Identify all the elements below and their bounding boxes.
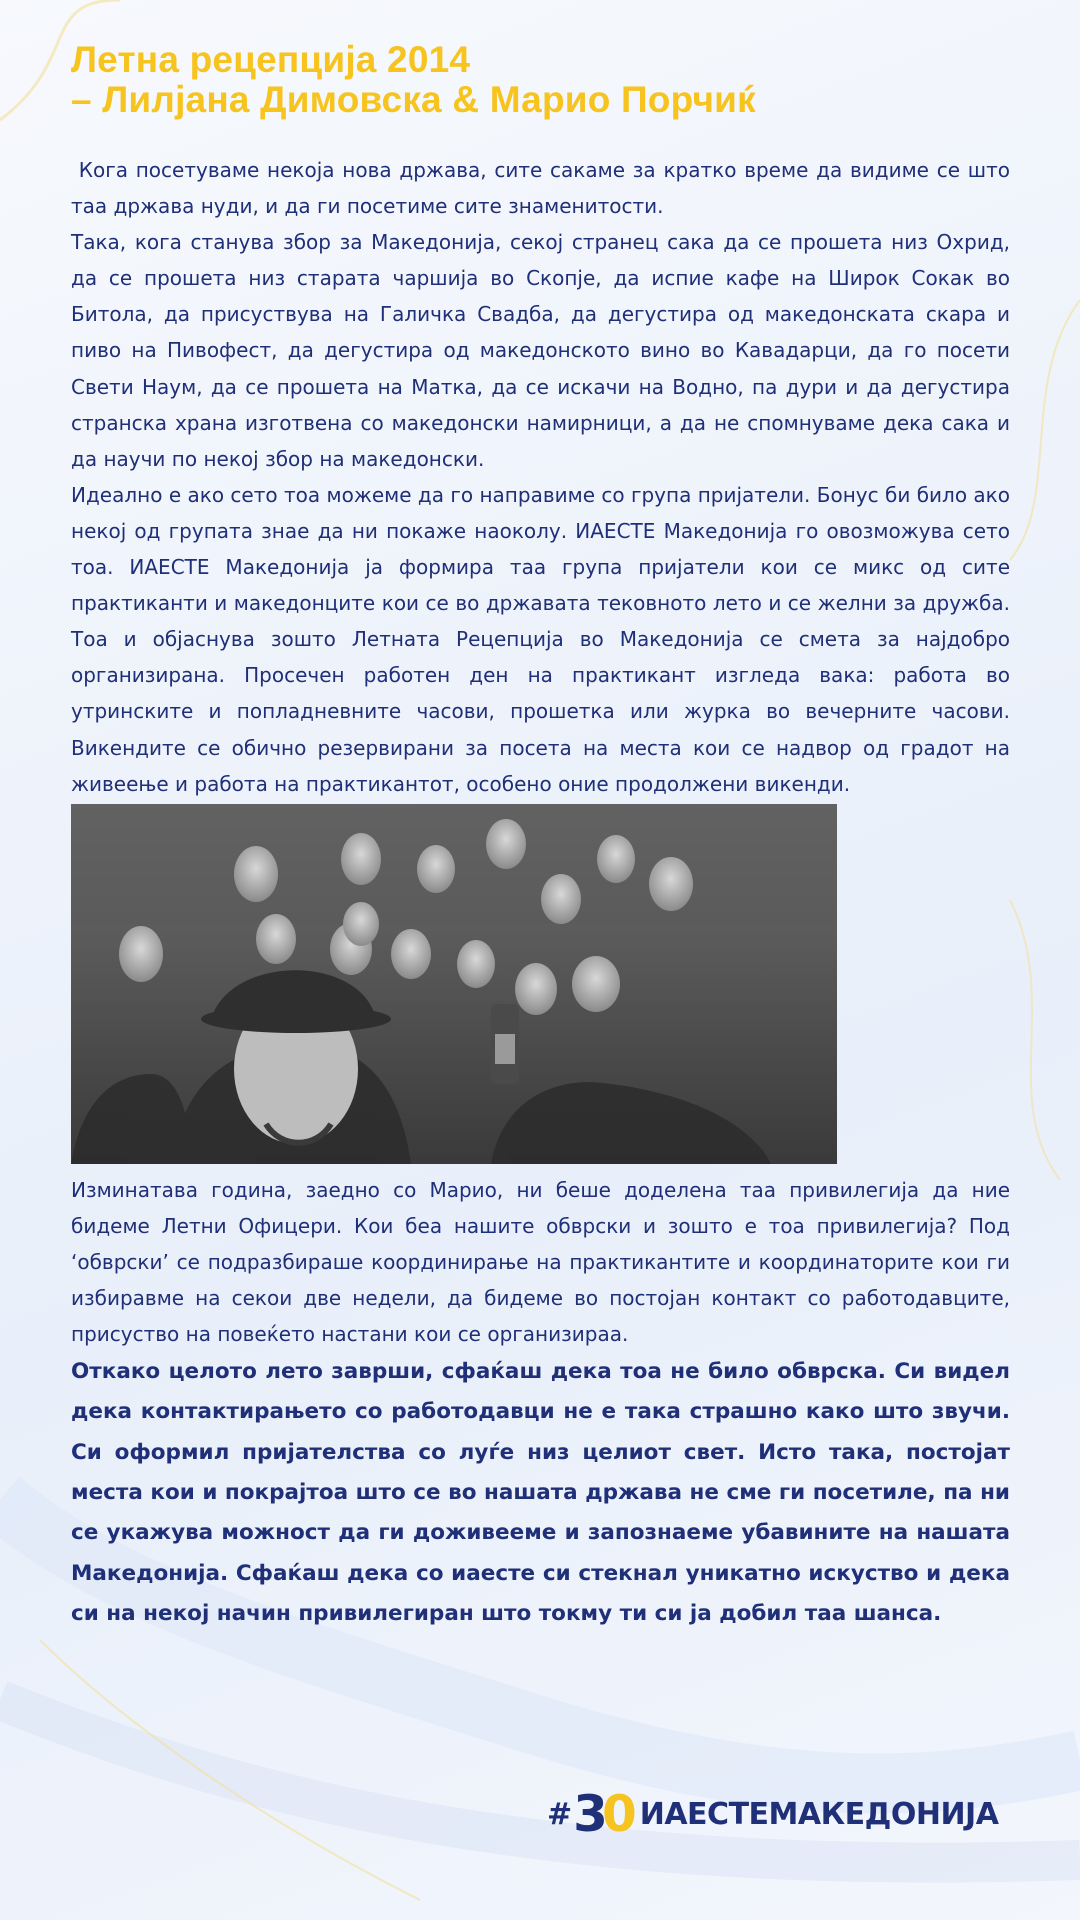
title-line-2: – Лилјана Димовска & Марио Порчиќ [71, 79, 756, 120]
article-title [71, 40, 1010, 120]
paragraph-macedonia: Така, кога станува збор за Македонија, секој странец сака да се прошета низ Охрид, да се прошета низ старата чаршија во Скопје, да испие кафе на Широк Сокак во Битола, да присуствува на Галичка Свадба, да дегустира од македонската скара и пиво на Пивофест, да дегустира од македонското вино во Кавадарци, да го посети Свети Наум, да се прошета на Матка, да се искачи на Водно, па дури и да дегустира странска храна изготвена со македонски намирници, а да не спомнуваме дека сака и да научи по некој збор на македонски. [71, 230, 1010, 471]
iaeste-macedonia-logo [547, 1784, 998, 1844]
paragraph-conclusion: Откако целото лето заврши, сфаќаш дека тоа не било обврска. Си видел дека контактирањето со работодавци не е така страшно како што звучи. Си оформил пријателства со луѓе низ целиот свет. Исто така, постојат места кои и покрајтоа што се во нашата држава не сме ги посетиле, па ни се укажува можност да ги доживееме и запознаеме убавините на нашата Македонија. Сфаќаш дека со иаесте си стекнал уникатно искуство и дека си на некој начин привилегиран што токму ти си ја добил таа шанса. [71, 1359, 1010, 1626]
logo-number [573, 1785, 631, 1843]
title-line-1: Летна рецепција 2014 [71, 39, 471, 80]
paragraph-friends: Идеално е ако сето тоа можеме да го направиме со група пријатели. Бонус би било ако некој од групата знае да ни покаже наоколу. ИАЕСТЕ Македонија го овозможува сето тоа. ИАЕСТЕ Македонија ја формира таа група пријатели кои се микс од сите практиканти и македонците кои се во државата тековното лето и се желни за дружба. Тоа и објаснува зошто Летната Рецепција во Македонија се смета за најдобро организирана. Просечен работен ден на практикант изгледа вака: работа во утринските и попладневните часови, прошетка или журка во вечерните часови. Викендите се обично резервирани за посета на места кои се надвор од градот на живеење и работа на практикантот, особено оние продолжени викенди. [71, 482, 1010, 796]
logo-hash: # [547, 1796, 573, 1832]
article [71, 39, 1017, 1634]
group-photo [71, 804, 837, 1164]
article-body [71, 152, 1017, 1352]
logo-digit-3: 3 [573, 1785, 602, 1843]
logo-text: ИАЕСТЕМАКЕДОНИЈА [639, 1796, 999, 1832]
paragraph-officers: Изминатава година, заедно со Марио, ни беше доделена таа привилегија да ние бидеме Летни Офицери. Кои беа нашите обврски и зошто е тоа привилегија? Под ‘обврски’ се подразбираше координирање на практикантите и координаторите кои ги избиравме на секои две недели, да бидеме во постојан контакт со работодавците, присуство на повеќето настани кои се организираа. [71, 1177, 1010, 1347]
paragraph-intro: Кога посетуваме некоја нова држава, сите сакаме за кратко време да видиме се што таа држава нуди, и да ги посетиме сите знаменитости. [71, 158, 1017, 219]
logo-digit-0: 0 [601, 1785, 631, 1843]
